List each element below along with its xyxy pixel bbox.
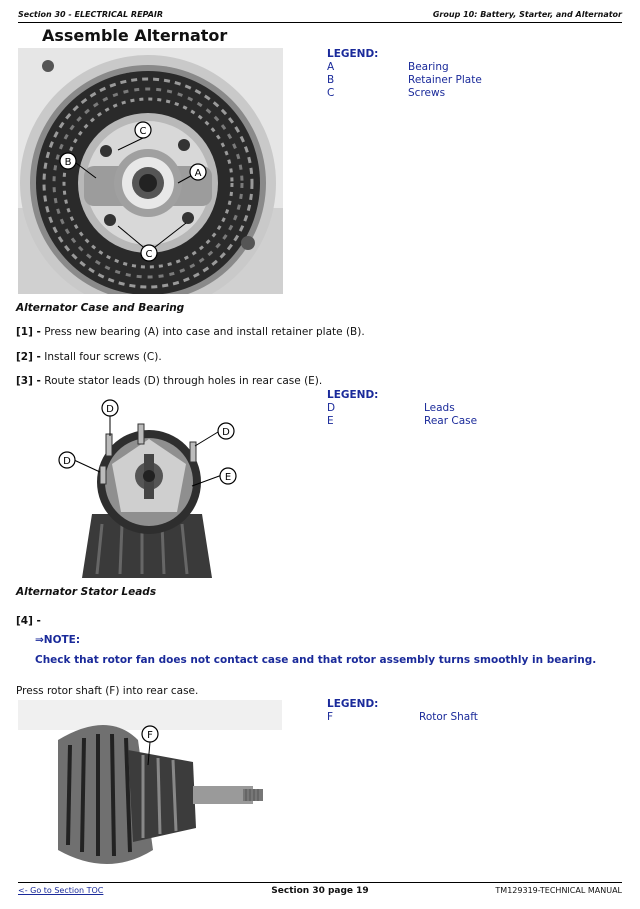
legend-row [327, 61, 587, 74]
step-number: [1] - [16, 326, 41, 338]
legend-key: A [327, 61, 335, 73]
legend-key: E [327, 415, 334, 427]
step-number: [3] - [16, 375, 41, 387]
callout-b: B [64, 157, 72, 168]
callout-c-top: C [139, 126, 147, 137]
step-1 [16, 326, 365, 338]
legend-key: D [327, 402, 336, 414]
note-text: Check that rotor fan does not contact case and that rotor assembly turns smoothly in bearing. [35, 654, 597, 666]
legend-key: B [327, 74, 335, 86]
step-number: [2] - [16, 351, 41, 363]
step-text: Route stator leads (D) through holes in rear case (E). [44, 375, 323, 387]
legend-title: LEGEND: [327, 48, 379, 60]
legend-value: Leads [424, 402, 455, 414]
note-label: ⇒NOTE: [35, 634, 81, 646]
callout-a: A [194, 168, 202, 179]
callout-d-right: D [222, 427, 230, 438]
step-3 [16, 375, 322, 387]
legend-row [327, 415, 587, 428]
legend-title: LEGEND: [327, 698, 379, 710]
legend-row [327, 74, 587, 87]
step-text: Install four screws (C). [44, 351, 162, 363]
footer-page-number: Section 30 page 19 [271, 886, 369, 896]
legend-value: Rear Case [424, 415, 478, 427]
callout-d-top: D [106, 404, 114, 415]
step-number: [4] - [16, 615, 41, 627]
callout-d-left: D [63, 456, 71, 467]
legend-value: Bearing [408, 61, 449, 73]
legend-key: C [327, 87, 335, 99]
stator-leads-figure [52, 394, 242, 578]
figure-2-caption: Alternator Stator Leads [16, 586, 157, 598]
legend-key: F [327, 711, 334, 723]
alternator-case-bearing-figure [18, 48, 283, 294]
header-rule [18, 22, 622, 23]
page-title: Assemble Alternator [42, 26, 228, 45]
step-4 [16, 615, 41, 627]
legend-row [327, 402, 587, 415]
step-2 [16, 351, 162, 363]
callout-c-bottom: C [145, 249, 153, 260]
legend-value: Rotor Shaft [419, 711, 478, 723]
section-title: Section 30 - ELECTRICAL REPAIR [18, 10, 164, 19]
callout-e: E [224, 472, 232, 483]
legend-figure-3 [327, 698, 587, 724]
legend-figure-2 [327, 389, 587, 428]
rotor-shaft-figure [18, 700, 282, 878]
legend-figure-1 [327, 48, 587, 100]
legend-row [327, 711, 587, 724]
group-title: Group 10: Battery, Starter, and Alternator [432, 10, 622, 19]
page-header [18, 6, 622, 22]
step-text: Press new bearing (A) into case and install retainer plate (B). [44, 326, 365, 338]
step-4-text: Press rotor shaft (F) into rear case. [16, 685, 199, 697]
legend-title: LEGEND: [327, 389, 379, 401]
legend-value: Retainer Plate [408, 74, 482, 86]
callout-f: F [147, 730, 153, 741]
legend-row [327, 87, 587, 100]
legend-value: Screws [408, 87, 446, 99]
go-to-section-toc-link[interactable]: <- Go to Section TOC [18, 886, 104, 895]
figure-1-caption: Alternator Case and Bearing [16, 302, 185, 314]
footer-rule [18, 882, 622, 883]
footer-manual-id: TM129319-TECHNICAL MANUAL [495, 886, 622, 895]
